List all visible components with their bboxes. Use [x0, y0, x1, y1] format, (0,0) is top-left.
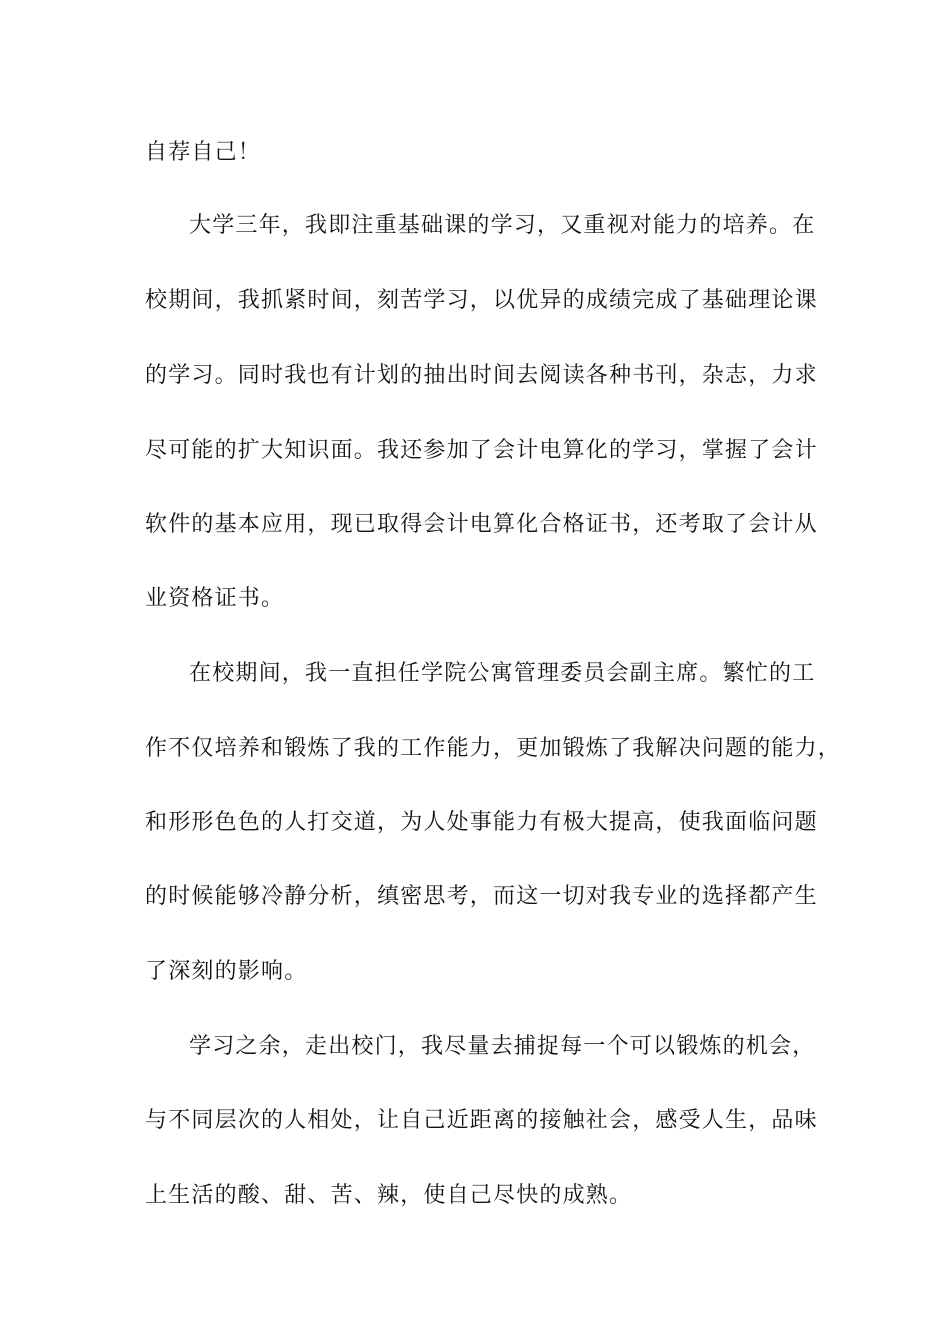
text-line: 尽可能的扩大知识面。我还参加了会计电算化的学习，掌握了会计 — [145, 438, 818, 463]
paragraph-first-line: 大学三年，我即注重基础课的学习，又重视对能力的培养。在 — [189, 213, 816, 238]
text-line: 的学习。同时我也有计划的抽出时间去阅读各种书刊，杂志，力求 — [145, 363, 818, 388]
text-line: 软件的基本应用，现已取得会计电算化合格证书，还考取了会计从 — [145, 512, 818, 537]
text-line: 自荐自己！ — [145, 140, 262, 165]
text-line: 与不同层次的人相处，让自己近距离的接触社会，感受人生，品味 — [145, 1108, 818, 1133]
text-line: 了深刻的影响。 — [145, 959, 308, 984]
text-line: 作不仅培养和锻炼了我的工作能力，更加锻炼了我解决问题的能力， — [145, 736, 842, 761]
text-line: 的时候能够冷静分析，缜密思考，而这一切对我专业的选择都产生 — [145, 884, 818, 909]
text-line: 校期间，我抓紧时间，刻苦学习，以优异的成绩完成了基础理论课 — [145, 288, 818, 313]
paragraph-first-line: 在校期间，我一直担任学院公寓管理委员会副主席。繁忙的工 — [189, 661, 816, 686]
text-line: 和形形色色的人打交道，为人处事能力有极大提高，使我面临问题 — [145, 810, 818, 835]
paragraph-first-line: 学习之余，走出校门，我尽量去捕捉每一个可以锻炼的机会， — [189, 1034, 816, 1059]
text-line: 业资格证书。 — [145, 586, 285, 611]
text-line: 上生活的酸、甜、苦、辣，使自己尽快的成熟。 — [145, 1183, 633, 1208]
